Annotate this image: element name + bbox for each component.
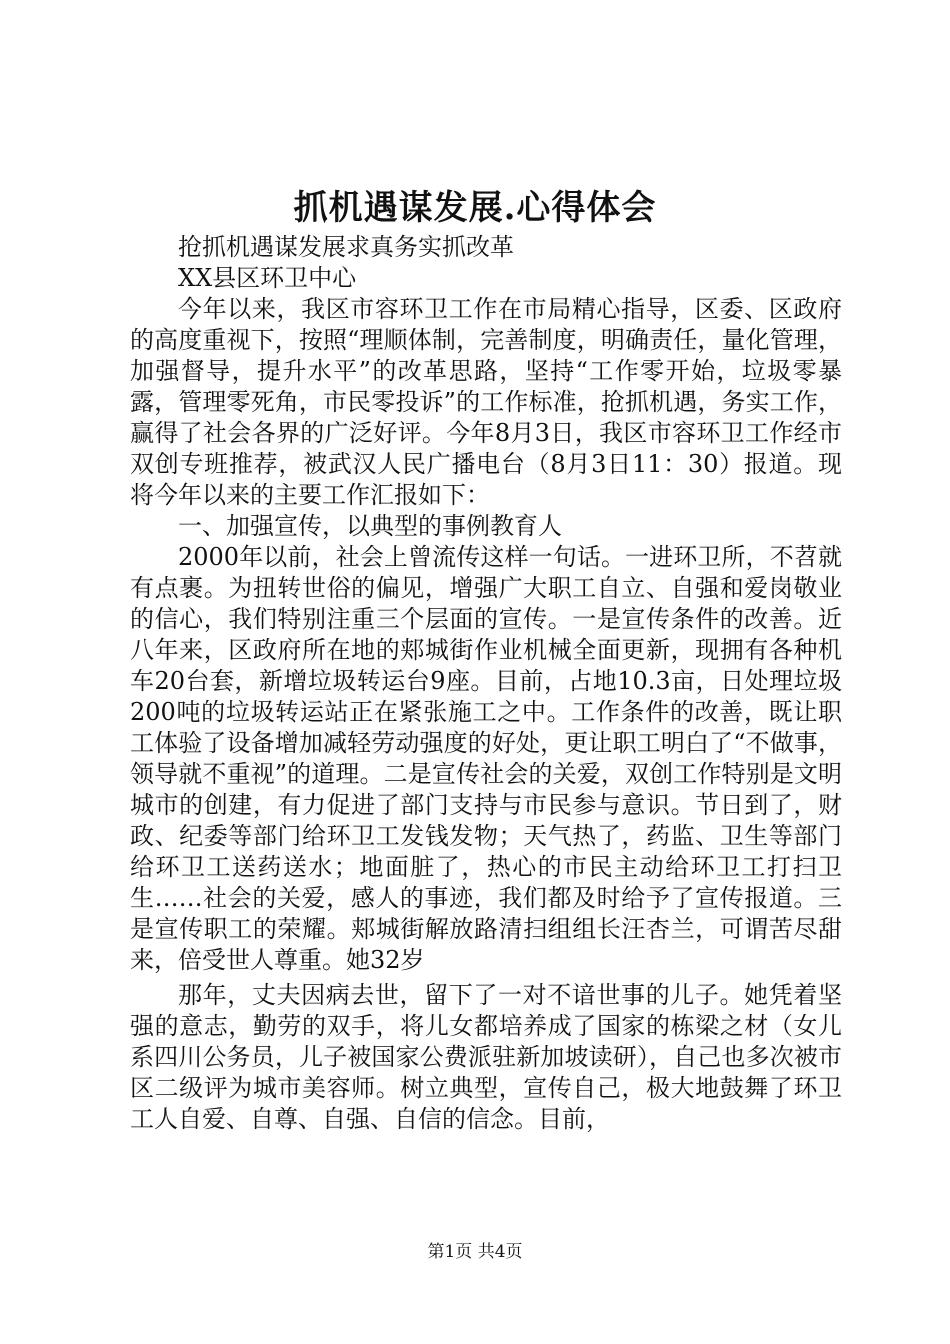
page-footer: 第1页 共4页 <box>427 1242 523 1262</box>
organization-paragraph: XX县区环卫中心 <box>178 264 357 292</box>
document-title: 抓机遇谋发展.心得体会 <box>293 188 657 228</box>
body-paragraph: 那年，丈夫因病去世，留下了一对不谙世事的儿子。她凭着坚强的意志，勤劳的双手，将儿女都培养成了国家的栋梁之材（女儿系四川公务员，儿子被国家公费派驻新加坡读研），自己也多次被市区二级评为城市美容师。树立典型，宣传自己，极大地鼓舞了环卫工人自爱、自尊、自强、自信的信念。目前， <box>130 981 842 1133</box>
body-paragraph: 2000年以前，社会上曾流传这样一句话。一进环卫所，不苕就有点裹。为扭转世俗的偏见，增强广大职工自立、自强和爱岗敬业的信心，我们特别注重三个层面的宣传。一是宣传条件的改善。近八年来，区政府所在地的郏城街作业机械全面更新，现拥有各种机车20台套，新增垃圾转运台9座。目前，占地10.3亩，日处理垃圾200吨的垃圾转运站正在紧张施工之中。工作条件的改善，既让职工体验了设备增加减轻劳动强度的好处，更让职工明白了“不做事，领导就不重视”的道理。二是宣传社会的关爱，双创工作特别是文明城市的创建，有力促进了部门支持与市民参与意识。节日到了，财政、纪委等部门给环卫工发钱发物；天气热了，药监、卫生等部门给环卫工送药送水；地面脏了，热心的市民主动给环卫工打扫卫生……社会的关爱，感人的事迹，我们都及时给予了宣传报道。三是宣传职工的荣耀。郏城街解放路清扫组组长汪杏兰，可谓苦尽甜来，倍受世人尊重。她32岁 <box>130 543 842 974</box>
document-body <box>130 232 842 1135</box>
section-heading-1: 一、加强宣传，以典型的事例教育人 <box>178 512 562 540</box>
intro-paragraph: 今年以来，我区市容环卫工作在市局精心指导，区委、区政府的高度重视下，按照“理顺体制，完善制度，明确责任，量化管理，加强督导，提升水平”的改革思路，坚持“工作零开始，垃圾零暴露，管理零死角，市民零投诉”的工作标准，抢抓机遇，务实工作，赢得了社会各界的广泛好评。今年8月3日，我区市容环卫工作经市双创专班推荐，被武汉人民广播电台（8月3日11：30）报道。现将今年以来的主要工作汇报如下： <box>130 295 842 509</box>
subtitle-paragraph: 抢抓机遇谋发展求真务实抓改革 <box>178 233 514 261</box>
